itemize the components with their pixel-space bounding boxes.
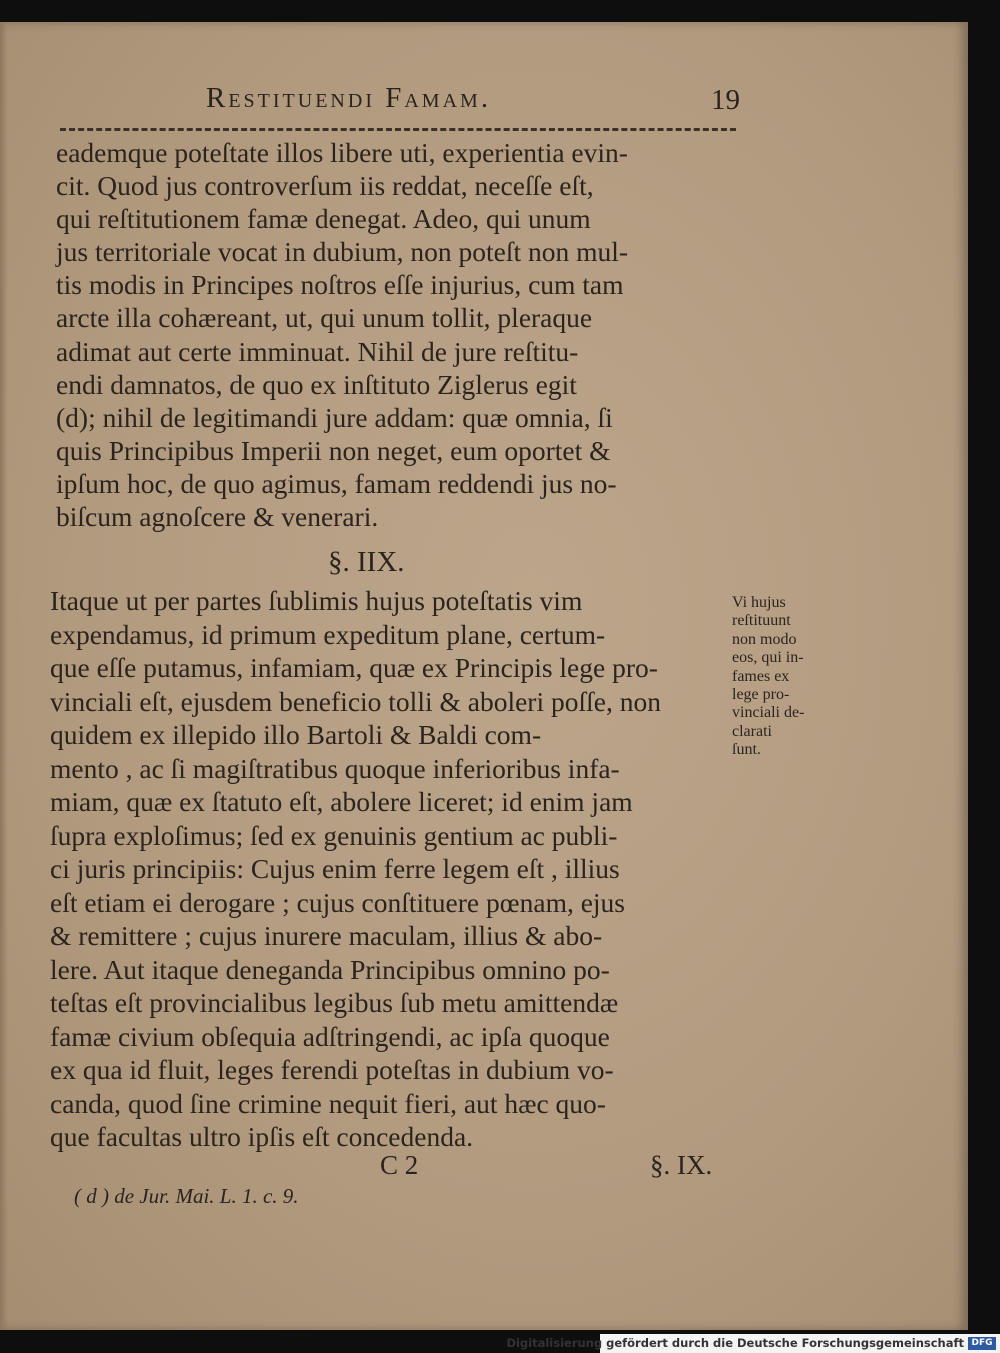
text-line: mento , ac ſi magiſtratibus quoque inferioribus infa- <box>50 752 620 784</box>
margin-note-line: vinciali de- <box>732 704 805 722</box>
page-edge-shadow <box>0 22 8 1330</box>
text-line: Itaque ut per partes ſublimis hujus poteſtatis vim <box>50 585 583 616</box>
text-line: (d); nihil de legitimandi jure addam: quæ omnia, ſi <box>56 401 613 433</box>
catchword: §. IX. <box>650 1150 713 1180</box>
margin-note-line: lege pro- <box>732 686 790 704</box>
text-line: eademque poteſtate illos libere uti, experientia evin- <box>56 137 628 168</box>
text-line: ſupra exploſimus; ſed ex genuinis gentium ac publi- <box>50 819 618 851</box>
text-line: ipſum hoc, de quo agimus, famam reddendi jus no- <box>56 467 617 499</box>
paragraph-2 <box>50 584 740 1154</box>
header-rule <box>60 128 736 131</box>
text-line: quis Principibus Imperii non neget, eum oportet & <box>56 434 611 466</box>
text-line: cit. Quod jus controverſum iis reddat, neceſſe eſt, <box>56 170 594 202</box>
text-line: famæ civium obſequia adſtringendi, ac ipſa quoque <box>50 1020 610 1052</box>
page-header <box>200 78 740 118</box>
margin-note-line: clarati <box>732 722 772 740</box>
margin-note-line: ſunt. <box>732 741 761 759</box>
text-line: arcte illa cohæreant, ut, qui unum tollit, pleraque <box>56 302 593 334</box>
section-heading: §. IIX. <box>328 546 405 578</box>
text-line: que facultas ultro ipſis eſt concedenda. <box>50 1121 474 1152</box>
text-line: quidem ex illepido illo Bartoli & Baldi com- <box>50 719 542 750</box>
margin-note <box>732 594 842 760</box>
margin-note-line: non modo <box>732 630 797 648</box>
margin-note-line: eos, qui in- <box>732 649 804 667</box>
text-line: teſtas eſt provincialibus legibus ſub metu amittendæ <box>50 987 619 1018</box>
page-number: 19 <box>711 84 740 116</box>
text-line: que eſſe putamus, infamiam, quæ ex Principis lege pro- <box>50 652 658 683</box>
footnote: ( d ) de Jur. Mai. L. 1. c. 9. <box>74 1184 299 1208</box>
funding-banner <box>506 1334 1000 1353</box>
text-line: miam, quæ ex ſtatuto eſt, abolere liceret; id enim jam <box>50 786 633 817</box>
running-title: Restituendi Famam. <box>206 82 492 114</box>
text-line: & remittere ; cujus inurere maculam, illius & abo- <box>50 920 603 951</box>
dfg-logo-icon: DFG <box>968 1337 996 1350</box>
text-line: canda, quod ſine crimine nequit fieri, aut hæc quo- <box>50 1087 606 1119</box>
signature-mark: C 2 <box>380 1150 419 1180</box>
text-line: endi damnatos, de quo ex inſtituto Ziglerus egit <box>56 368 577 400</box>
text-line: biſcum agnoſcere & venerari. <box>56 501 379 533</box>
text-line: adimat aut certe imminuat. Nihil de jure reſtitu- <box>56 335 579 367</box>
funding-text: Digitalisierung gefördert durch die Deutsche Forschungsgemeinschaft <box>506 1336 964 1350</box>
text-line: expendamus, id primum expeditum plane, certum- <box>50 618 606 650</box>
text-line: eſt etiam ei derogare ; cujus conſtituere pœnam, ejus <box>50 886 626 918</box>
text-line: tis modis in Principes noſtros eſſe injurius, cum tam <box>56 269 624 301</box>
margin-note-line: Vi hujus <box>732 594 786 611</box>
text-line: ci juris principiis: Cujus enim ferre legem eſt , illius <box>50 853 620 884</box>
text-line: jus territoriale vocat in dubium, non poteſt non mul- <box>56 236 629 268</box>
margin-note-line: reſtituunt <box>732 612 791 630</box>
paragraph-1 <box>56 136 736 533</box>
text-line: lere. Aut itaque deneganda Principibus omnino po- <box>50 953 610 985</box>
text-line: qui reſtitutionem famæ denegat. Adeo, qui unum <box>56 203 591 235</box>
text-line: ex qua id fluit, leges ferendi poteſtas in dubium vo- <box>50 1054 614 1085</box>
margin-note-line: fames ex <box>732 667 790 685</box>
text-line: vinciali eſt, ejusdem beneficio tolli & aboleri poſſe, non <box>50 685 661 717</box>
